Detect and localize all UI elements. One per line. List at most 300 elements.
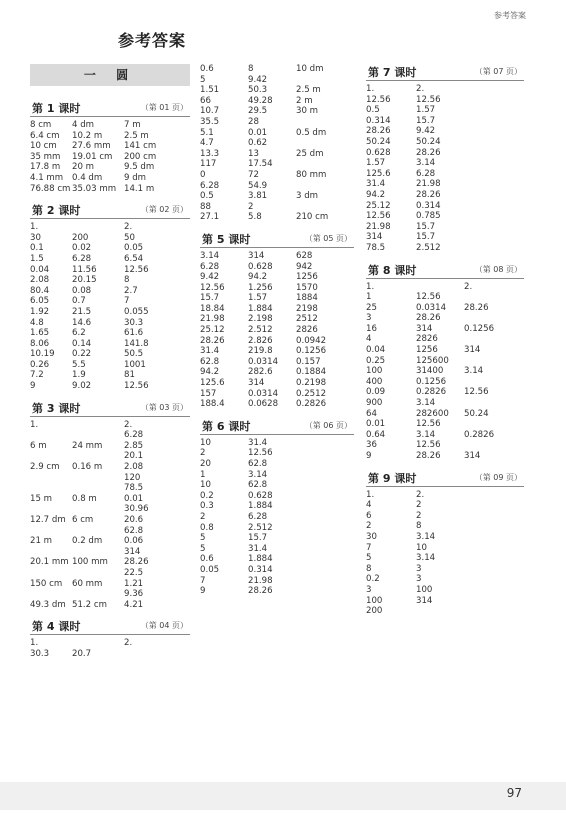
answer-cell: 61.6 (124, 328, 144, 339)
answer-cell: 1 (200, 469, 206, 480)
answer-row (200, 202, 354, 213)
answer-cell: 12.56 (416, 292, 441, 303)
answer-row (366, 606, 524, 617)
answer-cell: 8 (248, 64, 254, 74)
answer-cell: 1. (30, 638, 39, 649)
section-title: 第 1 课时 (32, 102, 81, 115)
answer-row (30, 381, 190, 392)
answer-cell (464, 222, 522, 233)
answer-row (366, 521, 524, 532)
answer-cell: 3 (366, 313, 372, 324)
answer-cell: 100 mm (72, 557, 108, 568)
answer-cell: 2 (200, 448, 206, 459)
answer-cell: 1. (366, 84, 375, 94)
answer-cell: 1. (30, 419, 39, 430)
answer-cell: 49.3 dm (30, 599, 66, 610)
answer-cell (296, 459, 352, 470)
answer-row (30, 184, 190, 195)
answer-cell: 13 (248, 148, 259, 159)
answer-cell: 30.96 (124, 504, 149, 515)
answer-row (366, 190, 524, 201)
answer-row (366, 292, 524, 303)
section-title: 第 6 课时 (202, 419, 251, 433)
answer-cell: 5 (366, 553, 372, 564)
answer-list (366, 84, 524, 254)
answer-row (200, 459, 354, 470)
answer-row (366, 282, 524, 293)
answer-cell: 13.3 (200, 148, 220, 159)
answer-cell: 21.98 (248, 575, 273, 586)
answer-cell: 0.5 (200, 191, 214, 202)
answer-cell: 2. (124, 419, 133, 430)
answer-cell: 0.01 (124, 493, 144, 504)
answer-cell (464, 553, 522, 564)
answer-row (30, 141, 190, 152)
answer-cell: 0.01 (248, 127, 268, 138)
answer-row (200, 159, 354, 170)
answer-cell: 27.6 mm (72, 141, 111, 152)
answer-cell: 0.1256 (464, 323, 495, 334)
answer-cell: 17.8 m (30, 162, 61, 173)
answer-row (30, 589, 190, 600)
answer-row (30, 152, 190, 163)
answer-row (366, 324, 524, 335)
answer-list (200, 438, 354, 597)
answer-cell: 2826 (416, 334, 438, 345)
answer-cell: 12.7 dm (30, 515, 66, 525)
answer-cell: 6 (366, 510, 372, 521)
answer-cell: 28 (248, 116, 259, 127)
answer-cell: 0.1 (30, 243, 44, 254)
answer-row (200, 533, 354, 544)
answer-cell: 0.0314 (416, 302, 447, 313)
answer-cell: 2.08 (124, 462, 144, 473)
answer-cell: 2.826 (248, 335, 273, 346)
section-header (30, 202, 190, 219)
answer-cell: 31.4 (248, 437, 268, 448)
answer-row (366, 126, 524, 137)
answer-row (30, 307, 190, 318)
answer-cell: 0.3 (200, 501, 214, 512)
answer-row (200, 544, 354, 555)
answer-cell: 6.28 (200, 180, 220, 191)
answer-row (366, 345, 524, 356)
answer-row (200, 212, 354, 223)
answer-cell: 200 cm (124, 151, 157, 162)
answer-cell (464, 190, 522, 201)
answer-cell: 0.1884 (296, 367, 327, 378)
answer-cell: 25 dm (296, 148, 324, 159)
answer-cell: 3.81 (248, 191, 268, 202)
answer-cell (464, 419, 522, 430)
page-title: 参考答案 (118, 31, 187, 50)
answer-cell (464, 377, 522, 388)
answer-cell: 1256 (296, 272, 318, 283)
answer-cell: 125.6 (366, 168, 391, 179)
answer-cell (296, 565, 352, 576)
section-page-ref: （第 08 页） (474, 264, 522, 274)
answer-cell (296, 544, 352, 555)
answer-cell: 36 (366, 440, 377, 451)
answer-cell: 1.92 (30, 306, 50, 317)
answer-row (366, 366, 524, 377)
section-gap (366, 462, 524, 470)
answer-cell: 2.9 cm (30, 462, 60, 473)
answer-cell: 62.8 (248, 480, 268, 491)
answer-row (366, 543, 524, 554)
answer-row (30, 286, 190, 297)
answer-list (366, 282, 524, 462)
answer-cell (72, 430, 124, 441)
answer-cell (296, 138, 352, 149)
answer-row (30, 173, 190, 184)
answer-cell: 6.54 (124, 253, 144, 264)
answer-row (200, 336, 354, 347)
answer-cell (464, 232, 522, 243)
answer-cell: 1.9 (72, 370, 86, 381)
answer-cell: 6.4 cm (30, 130, 60, 141)
answer-cell: 62.8 (200, 356, 220, 367)
answer-cell (296, 181, 352, 192)
answer-cell (296, 533, 352, 544)
answer-row (366, 500, 524, 511)
answer-cell (296, 512, 352, 523)
section-header (200, 231, 354, 248)
answer-cell: 9 (366, 451, 372, 461)
answer-row (30, 370, 190, 381)
answer-cell: 15.7 (200, 293, 220, 304)
answer-cell: 0.1256 (296, 346, 327, 357)
answer-row (366, 356, 524, 367)
answer-row (200, 293, 354, 304)
answer-cell (72, 589, 124, 600)
answer-cell: 3.14 (416, 531, 436, 542)
answer-cell: 942 (296, 261, 313, 272)
answer-row (366, 243, 524, 254)
answer-cell: 3.14 (200, 250, 220, 261)
answer-cell: 0.01 (366, 419, 386, 430)
answer-cell: 0.6 (200, 64, 214, 74)
answer-cell: 21.98 (200, 314, 225, 325)
section-title: 第 3 课时 (32, 401, 81, 415)
answer-cell: 1884 (296, 293, 318, 304)
answer-row (30, 638, 190, 649)
section-header (366, 470, 524, 487)
answer-cell (72, 526, 124, 537)
answer-cell: 20 (200, 459, 211, 469)
answer-cell: 0.2512 (296, 388, 327, 399)
answer-row (200, 96, 354, 107)
answer-cell: 3.14 (248, 469, 268, 480)
answer-cell: 1570 (296, 282, 318, 293)
answer-cell: 5 (200, 543, 206, 554)
answer-cell: 25.12 (200, 325, 225, 336)
answer-cell: 210 cm (296, 212, 329, 223)
answer-cell: 20.15 (72, 275, 97, 286)
answer-cell (464, 105, 522, 116)
answer-cell: 10.2 m (72, 130, 103, 141)
answer-cell: 4.1 mm (30, 172, 64, 183)
answer-cell: 7 (200, 575, 206, 586)
answer-cell: 18.84 (200, 303, 225, 314)
answer-cell: 78.5 (124, 483, 144, 494)
answer-row (200, 367, 354, 378)
answer-cell: 188.4 (200, 399, 225, 410)
answer-cell: 141.8 (124, 338, 149, 349)
answer-cell (124, 649, 190, 660)
answer-row (30, 254, 190, 265)
answer-row (200, 480, 354, 491)
answer-list (30, 638, 190, 659)
answer-row (30, 430, 190, 441)
answer-cell: 117 (200, 159, 217, 170)
answer-cell: 314 (416, 323, 433, 334)
answer-row (30, 420, 190, 431)
answer-cell: 2 (248, 201, 254, 212)
answer-cell (464, 116, 522, 127)
answer-cell (464, 490, 522, 501)
answer-cell: 15 m (30, 493, 53, 504)
answer-row (30, 131, 190, 142)
answer-cell: 0.64 (366, 429, 386, 440)
answer-cell: 1.65 (30, 328, 50, 339)
answer-cell: 0.08 (72, 285, 92, 296)
answer-cell: 100 (366, 595, 383, 606)
answer-cell: 120 (124, 472, 141, 483)
answer-cell: 2 (200, 511, 206, 522)
answer-cell: 12.56 (248, 448, 273, 459)
answer-cell (296, 554, 352, 565)
answer-row (200, 314, 354, 325)
answer-cell: 66 (200, 95, 211, 106)
answer-row (366, 148, 524, 159)
answer-row (30, 504, 190, 515)
answer-cell: 0.05 (124, 243, 144, 254)
section-divider (366, 80, 524, 81)
section-title: 第 5 课时 (202, 232, 251, 246)
answer-cell: 0.5 dm (296, 127, 327, 138)
section-gap (200, 597, 354, 605)
section-page-ref: （第 05 页） (304, 233, 352, 243)
answer-row (200, 85, 354, 96)
answer-cell: 12.56 (366, 211, 391, 222)
answer-cell (464, 292, 522, 303)
answer-cell: 8 (416, 521, 422, 532)
answer-row (366, 95, 524, 106)
answer-cell: 94.2 (248, 272, 268, 283)
answer-cell (296, 576, 352, 587)
answer-cell: 3.14 (416, 398, 436, 409)
answer-cell (30, 483, 72, 494)
answer-cell: 0.62 (248, 138, 268, 149)
answer-cell: 3 (366, 584, 372, 595)
answer-cell: 0.09 (366, 387, 386, 398)
answer-list (30, 120, 190, 194)
answer-cell: 50.24 (366, 136, 391, 147)
answer-cell: 22.5 (124, 567, 144, 578)
section-page-ref: （第 01 页） (140, 103, 188, 112)
answer-cell: 0.628 (366, 147, 391, 158)
answer-cell: 20.6 (124, 515, 144, 525)
answer-cell: 1 (366, 292, 372, 303)
answer-cell: 10 (200, 437, 211, 448)
footer-band (0, 782, 566, 810)
answer-cell: 30.3 (30, 648, 50, 659)
answer-cell: 2.5 m (124, 130, 149, 141)
answer-cell (464, 511, 522, 522)
answer-row (30, 275, 190, 286)
answer-row (366, 574, 524, 585)
answer-cell: 6.05 (30, 296, 50, 307)
answer-cell: 30 m (296, 106, 319, 117)
section-header (200, 418, 354, 435)
answer-row (366, 430, 524, 441)
answer-cell (30, 430, 72, 441)
answer-cell: 12.56 (124, 264, 149, 275)
answer-cell: 10 cm (30, 141, 57, 152)
answer-row (366, 105, 524, 116)
answer-cell (296, 470, 352, 481)
answer-cell: 1.57 (248, 293, 268, 304)
answer-cell: 28.26 (416, 147, 441, 158)
answer-cell: 2 (416, 510, 422, 521)
answer-cell (72, 420, 124, 431)
answer-cell (30, 589, 72, 600)
answer-cell (464, 596, 522, 607)
answer-cell: 3 dm (296, 191, 319, 202)
answer-cell: 6.28 (248, 511, 268, 522)
answer-cell: 28.26 (248, 586, 273, 597)
answer-cell: 1.5 (30, 253, 44, 264)
section-divider (30, 116, 190, 117)
answer-row (366, 398, 524, 409)
answer-cell: 2. (124, 638, 133, 649)
section-header (366, 64, 524, 81)
answer-row (30, 318, 190, 329)
answer-row (200, 448, 354, 459)
answer-cell: 14.1 m (124, 183, 155, 194)
section-title: 第 2 课时 (32, 204, 81, 218)
answer-cell: 2. (416, 489, 425, 500)
answer-row (200, 191, 354, 202)
answer-cell (296, 491, 352, 502)
answer-row (200, 470, 354, 481)
answer-cell (464, 521, 522, 532)
answer-cell: 81 (124, 370, 135, 381)
answer-cell (464, 148, 522, 159)
answer-cell (464, 334, 522, 345)
answer-row (30, 473, 190, 484)
answer-cell: 12.56 (416, 94, 441, 105)
answer-cell: 9 (200, 586, 206, 597)
answer-list (200, 64, 354, 223)
answer-cell: 21 m (30, 536, 53, 547)
answer-row (30, 296, 190, 307)
answer-cell (296, 159, 352, 170)
answer-cell (296, 501, 352, 512)
answer-cell: 2 m (296, 95, 313, 106)
section-divider (366, 486, 524, 487)
answer-cell: 2 (366, 521, 372, 532)
answer-row (200, 106, 354, 117)
answer-cell (464, 211, 522, 222)
answer-cell: 0.5 (366, 105, 380, 116)
answer-cell: 9.36 (124, 589, 144, 600)
answer-cell: 6.28 (124, 430, 144, 441)
answer-cell: 2826 (296, 325, 318, 336)
answer-cell: 12.56 (366, 94, 391, 105)
answer-cell: 314 (464, 345, 481, 356)
answer-cell: 0.055 (124, 306, 149, 317)
section-gap (30, 610, 190, 618)
answer-cell: 0.16 m (72, 462, 103, 473)
answer-cell: 314 (248, 250, 265, 261)
answer-row (366, 158, 524, 169)
answer-cell: 10 dm (296, 64, 324, 74)
answer-row (366, 377, 524, 388)
answer-row (200, 64, 354, 75)
answer-cell (464, 169, 522, 180)
answer-cell: 3 (416, 574, 422, 585)
section-gap (200, 410, 354, 418)
answer-cell: 2.85 (124, 440, 144, 451)
answer-cell: 900 (366, 398, 383, 409)
unit-banner: 一 圆 (30, 64, 190, 86)
answer-row (366, 564, 524, 575)
answer-row (366, 313, 524, 324)
answer-cell: 0.25 (366, 355, 386, 366)
answer-cell: 1.256 (248, 282, 273, 293)
answer-list (30, 420, 190, 611)
answer-cell: 4.8 (30, 317, 44, 328)
answer-cell: 12.56 (416, 440, 441, 451)
answer-cell: 6 m (30, 440, 47, 451)
answer-cell (72, 483, 124, 494)
answer-row (200, 512, 354, 523)
answer-cell: 15.7 (416, 221, 436, 232)
answer-cell: 30 (30, 232, 41, 243)
answer-cell: 0.6 (200, 554, 214, 565)
answer-cell: 2.5 m (296, 85, 321, 96)
answer-row (200, 501, 354, 512)
answer-cell (296, 75, 352, 86)
answer-cell: 219.8 (248, 346, 273, 357)
answer-cell: 3.14 (464, 366, 484, 377)
answer-cell (464, 137, 522, 148)
answer-cell: 7 (124, 296, 130, 307)
answer-row (30, 243, 190, 254)
answer-cell: 31.4 (366, 179, 386, 190)
section-page-ref: （第 02 页） (140, 205, 188, 215)
answer-cell: 21.98 (366, 221, 391, 232)
answer-cell: 0.2826 (416, 387, 447, 398)
answer-cell: 50.24 (464, 408, 489, 419)
answer-cell: 2.7 (124, 285, 138, 296)
answer-row (366, 596, 524, 607)
answer-cell: 628 (296, 250, 313, 261)
answer-row (200, 170, 354, 181)
answer-cell: 200 (72, 232, 89, 243)
answer-row (30, 462, 190, 473)
answer-cell: 54.9 (248, 180, 268, 191)
answer-cell: 0.2826 (464, 429, 495, 440)
section-page-ref: （第 09 页） (474, 472, 522, 482)
section-title: 第 8 课时 (368, 263, 417, 277)
answer-row (200, 325, 354, 336)
answer-cell: 2.198 (248, 314, 273, 325)
answer-cell: 30 (366, 531, 377, 542)
answer-row (200, 262, 354, 273)
